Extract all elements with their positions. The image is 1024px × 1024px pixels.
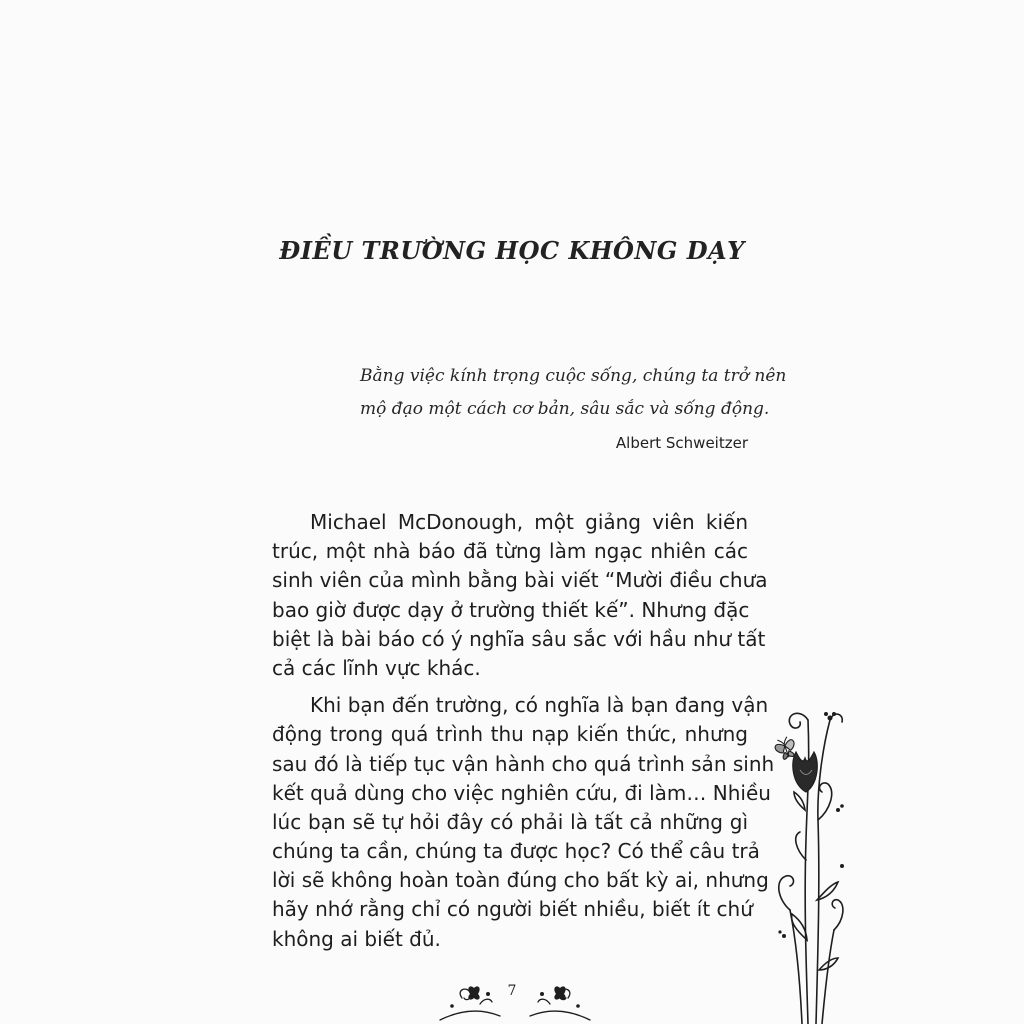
text-line: cả các lĩnh vực khác. [272, 655, 481, 680]
text-line: chúng ta cần, chúng ta được học? Có thể câu trả [272, 839, 760, 864]
text-line: kết quả dùng cho việc nghiên cứu, đi làm… Nhiều [272, 780, 771, 805]
text-line: không ai biết đủ. [272, 926, 441, 951]
text-line: bao giờ được dạy ở trường thiết kế”. Nhưng đặc [272, 597, 750, 622]
text-line: sinh viên của mình bằng bài viết “Mười điều chưa [272, 568, 768, 593]
paragraph [272, 508, 768, 683]
body-text [272, 508, 775, 954]
text-line: lời sẽ không hoàn toàn đúng cho bất kỳ ai, nhưng [272, 868, 769, 893]
flower-butterfly-icon [760, 700, 850, 1024]
text-line: động trong quá trình thu nạp kiến thức, nhưng [272, 722, 748, 747]
text-line: biệt là bài báo có ý nghĩa sâu sắc với hầu như tất [272, 626, 766, 651]
paragraph [272, 691, 775, 954]
epigraph-quote [360, 360, 787, 426]
text-line: lúc bạn sẽ tự hỏi đây có phải là tất cả những gì [272, 809, 748, 834]
text-line: trúc, một nhà báo đã từng làm ngạc nhiên các [272, 539, 748, 564]
text-line: Michael McDonough, một giảng viên kiến [310, 510, 748, 534]
text-line: Khi bạn đến trường, có nghĩa là bạn đang vận [310, 693, 769, 718]
page-number: 7 [507, 983, 517, 999]
epigraph-author: Albert Schweitzer [615, 434, 748, 452]
chapter-title: ĐIỀU TRƯỜNG HỌC KHÔNG DẠY [279, 236, 745, 265]
text-line: hãy nhớ rằng chỉ có người biết nhiều, biết ít chứ [272, 897, 753, 922]
text-line: sau đó là tiếp tục vận hành cho quá trình sản sinh [272, 751, 775, 776]
epigraph-line: Bằng việc kính trọng cuộc sống, chúng ta trở nên [360, 366, 787, 386]
epigraph-line: mộ đạo một cách cơ bản, sâu sắc và sống động. [360, 399, 770, 419]
